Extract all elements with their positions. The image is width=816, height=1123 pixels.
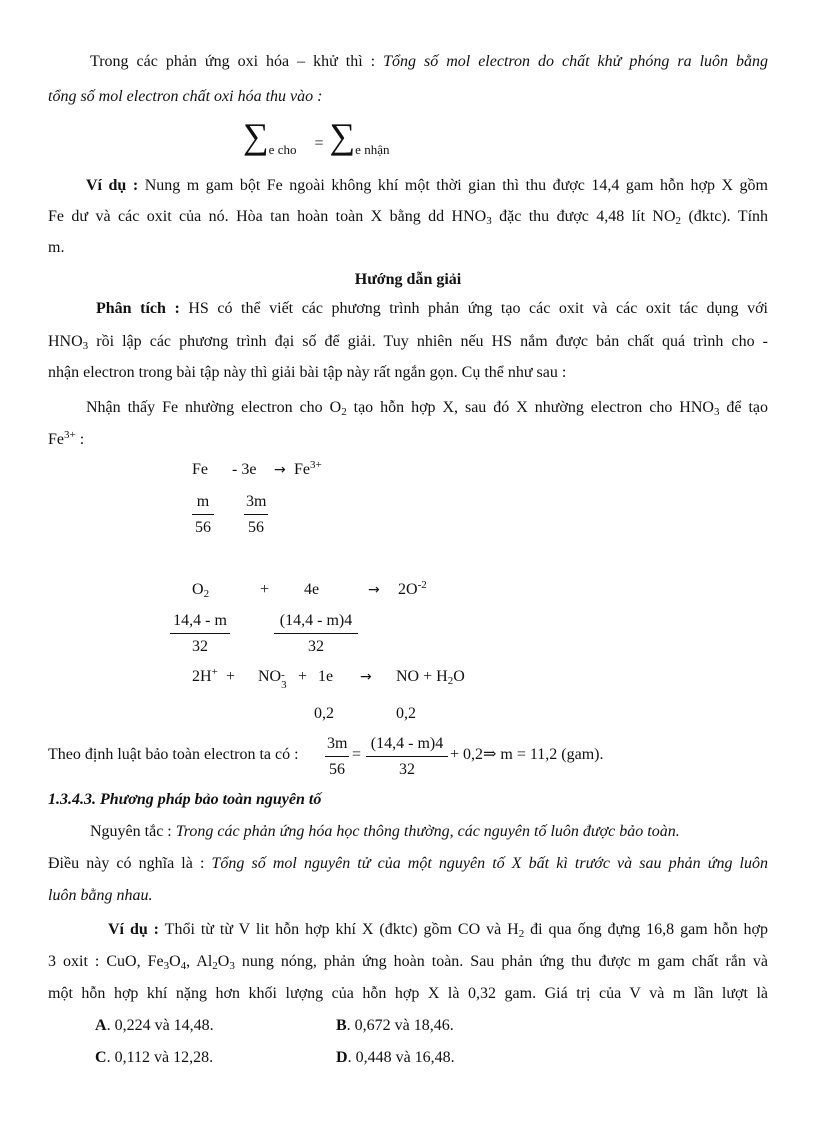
eq2-electrons: 4e	[304, 581, 320, 598]
option-a[interactable]: A. 0,224 và 14,48.	[95, 1017, 214, 1034]
sum-formula: $\sum_{e cho} = \sum_{e nhận}$	[243, 116, 390, 157]
example1-line-2: Fe dư và các oxit của nó. Hòa tan hoàn toàn X bằng dd $HNO_3$ đặc thu được 4,48 lít $NO_2$ (đktc). Tính	[48, 208, 769, 227]
eq2-reactant: $O_2$	[192, 581, 210, 600]
analysis-line-2: $HNO_3$ rồi lập các phương trình đại số để giải. Tuy nhiên nếu HS nắm được bản chất quá trình cho -	[48, 333, 768, 352]
fe3-line: $Fe^{3+}$ :	[48, 429, 85, 448]
eq1-arrow-icon: →	[274, 462, 286, 478]
eq1-product: $Fe^{3+}$	[294, 459, 322, 478]
conservation-fraction-1: $\frac{3m}{56}$	[327, 735, 348, 778]
eq3-value-1: 0,2	[314, 705, 334, 722]
analysis-line-3: nhận electron trong bài tập này thì giải bài tập này rất ngắn gọn. Cụ thể như sau :	[48, 364, 567, 381]
eq3-value-2: 0,2	[396, 705, 416, 722]
eq3-plus-1: +	[226, 668, 236, 685]
principle-line-1: Trong các phản ứng oxi hóa – khử thì : Tổng số mol electron do chất khử phóng ra luôn bằng	[90, 53, 769, 70]
eq3-plus-2: +	[298, 668, 308, 685]
principle-line-2: tổng số mol electron chất oxi hóa thu vào :	[48, 88, 323, 105]
eq3-nitrate: NO - 3	[258, 668, 287, 691]
eq3-product: NO + $H_2O$	[396, 668, 465, 687]
eq2-plus: +	[260, 581, 270, 598]
rule-line-1: Nguyên tắc : Trong các phản ứng hóa học thông thường, các nguyên tố luôn được bảo toàn.	[90, 823, 680, 840]
example2-line-1: Ví dụ : Thổi từ từ V lit hỗn hợp khí X (đktc) gồm CO và $H_2$ đi qua ống đựng 16,8 gam hỗn hợp	[108, 921, 769, 940]
example1-line-1: Ví dụ : Nung m gam bột Fe ngoài không khí một thời gian thì thu được 14,4 gam hỗn hợp X gồm	[86, 177, 768, 194]
analysis-line-1: Phân tích : HS có thể viết các phương trình phản ứng tạo các oxit và các oxit tác dụng với	[96, 300, 768, 317]
rule-line-3: luôn bằng nhau.	[48, 887, 153, 904]
example1-line-3: m.	[48, 239, 65, 256]
rule-line-2: Điều này có nghĩa là : Tổng số mol nguyên tử của một nguyên tố X bất kì trước và sau phản ứng luôn	[48, 855, 769, 872]
option-c[interactable]: C. 0,112 và 12,28.	[95, 1049, 214, 1066]
sigma-symbol: ∑	[243, 116, 269, 156]
solution-heading: Hướng dẫn giải	[354, 271, 462, 288]
conservation-equals: =	[352, 746, 362, 763]
conservation-result: + 0,2⇒ m = 11,2 (gam).	[450, 746, 604, 763]
eq3-arrow-icon: →	[360, 669, 372, 685]
eq2-fraction-1: $\frac{14,4 - m}{32}$	[170, 611, 230, 657]
option-d[interactable]: D. 0,448 và 16,48.	[336, 1049, 455, 1066]
example2-line-3: một hỗn hợp khí nặng hơn khối lượng của hỗn hợp X là 0,32 gam. Giá trị của V và m lần lượt là	[48, 985, 768, 1002]
eq1-fraction-2: $\frac{3m}{56}$	[246, 493, 267, 536]
eq1-fraction-1: $\frac{m}{56}$	[192, 492, 214, 538]
eq2-fraction-2: $\frac{(14,4 - m)4}{32}$	[274, 611, 358, 657]
eq2-arrow-icon: →	[368, 582, 380, 598]
option-b[interactable]: B. 0,672 và 18,46.	[336, 1017, 454, 1034]
example2-line-2: 3 oxit : CuO, $Fe_3O_4$, $Al_2O_3$ nung nóng, phản ứng hoàn toàn. Sau phản ứng thu được m gam chất rắn và	[48, 953, 768, 972]
observe-line: Nhận thấy Fe nhường electron cho $O_2$ tạo hỗn hợp X, sau đó X nhường electron cho $HNO_3$ để tạo	[86, 399, 768, 418]
conservation-fraction-2: $\frac{(14,4 - m)4}{32}$	[366, 734, 448, 780]
conservation-lead: Theo định luật bảo toàn electron ta có :	[48, 746, 299, 763]
eq3-hydrogen: 2H+	[192, 666, 218, 685]
eq1-electrons: - 3e	[232, 461, 257, 478]
section-title: 1.3.4.3. Phương pháp bảo toàn nguyên tố	[48, 791, 322, 808]
eq1-reactant: Fe	[192, 461, 208, 478]
sigma-symbol: ∑	[329, 116, 356, 156]
eq2-product: $2O^{-2}$	[398, 579, 427, 598]
eq3-electrons: 1e	[318, 668, 334, 685]
